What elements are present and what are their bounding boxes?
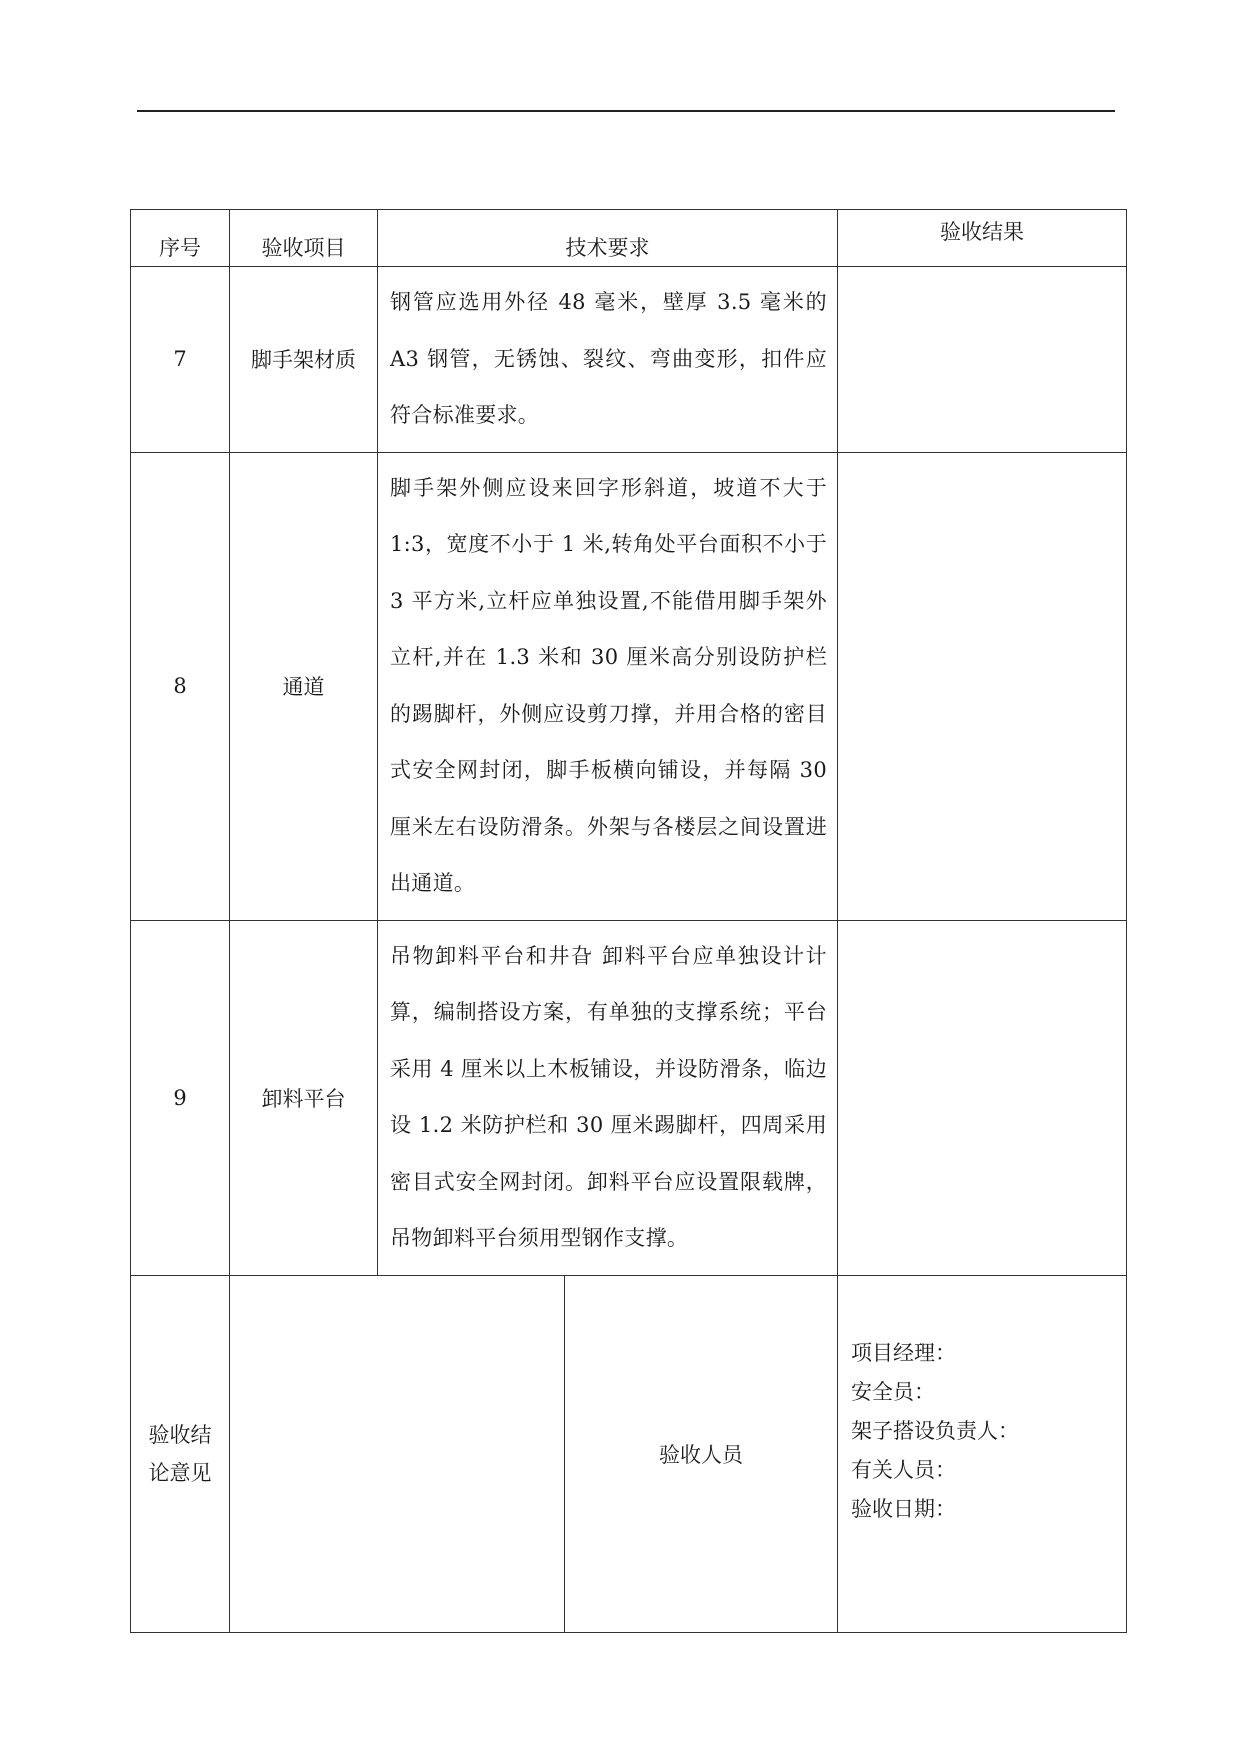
conclusion-label-line: 验收结: [148, 1422, 212, 1447]
requirement-text: 钢管应选用外径 48 毫米，壁厚 3.5 毫米的 A3 钢管，无锈蚀、裂纹、弯曲变形，扣件应符合标准要求。: [390, 290, 827, 427]
table-row: [131, 267, 1127, 453]
header-requirement: 技术要求: [378, 210, 838, 267]
conclusion-row: [131, 1275, 1127, 1632]
row-requirement: [378, 267, 838, 453]
header-no: 序号: [131, 210, 230, 267]
row-no: 9: [131, 920, 230, 1275]
acceptance-table: [130, 209, 1127, 1633]
row-requirement: [378, 920, 838, 1275]
header-row: [131, 210, 1127, 267]
sign-field-acceptance-date[interactable]: 验收日期：: [851, 1497, 956, 1521]
sign-field-project-manager[interactable]: 项目经理：: [851, 1341, 956, 1365]
table-row: [131, 920, 1127, 1275]
acceptance-form: [130, 209, 1126, 1633]
row-no: 8: [131, 452, 230, 920]
row-requirement: [378, 452, 838, 920]
row-item: 通道: [230, 452, 378, 920]
table-row: [131, 452, 1127, 920]
row-result: [838, 452, 1127, 920]
sign-field-safety-officer[interactable]: 安全员：: [851, 1380, 935, 1404]
requirement-text: 脚手架外侧应设来回字形斜道，坡道不大于 1:3，宽度不小于 1 米,转角处平台面积不小于 3 平方米,立杆应单独设置,不能借用脚手架外立杆,并在 1.3 米和 30 厘米高分别设防护栏的踢脚杆，外侧应设剪刀撑，并用合格的密目式安全网封闭，脚手板横向铺设，并每隔 30 厘米左右设防滑条。外架与各楼层之间设置进出通道。: [390, 475, 827, 895]
row-no: 7: [131, 267, 230, 453]
conclusion-label-line: 论意见: [148, 1460, 212, 1485]
sign-field-related-personnel[interactable]: 有关人员：: [851, 1458, 956, 1482]
sign-fields: [838, 1275, 1127, 1632]
conclusion-label: [131, 1275, 230, 1632]
conclusion-opinion[interactable]: [230, 1275, 565, 1632]
header-item: 验收项目: [230, 210, 378, 267]
sign-field-scaffold-lead[interactable]: 架子搭设负责人：: [851, 1419, 1019, 1443]
row-result: [838, 920, 1127, 1275]
header-rule: [137, 110, 1115, 112]
header-result: 验收结果: [838, 210, 1127, 267]
row-item: 脚手架材质: [230, 267, 378, 453]
row-result: [838, 267, 1127, 453]
requirement-text: 吊物卸料平台和井旮 卸料平台应单独设计计算，编制搭设方案，有单独的支撑系统；平台采用 4 厘米以上木板铺设，并设防滑条，临边设 1.2 米防护栏和 30 厘米踢脚杆，四周采用密目式安全网封闭。卸料平台应设置限载牌，吊物卸料平台须用型钢作支撑。: [390, 943, 827, 1250]
personnel-label: 验收人员: [565, 1275, 838, 1632]
row-item: 卸料平台: [230, 920, 378, 1275]
